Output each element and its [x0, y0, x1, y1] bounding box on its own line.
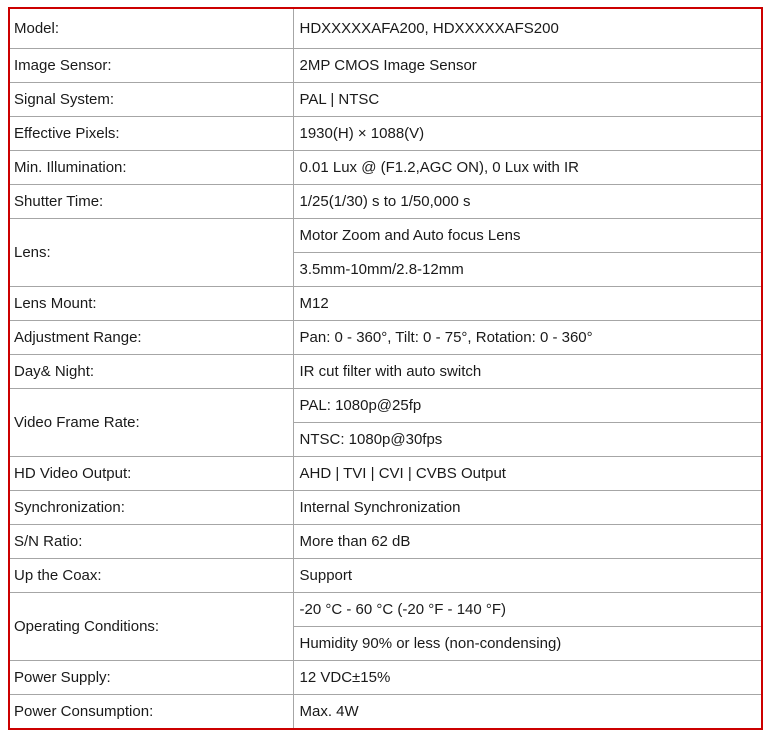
spec-label-cell: Lens Mount:	[9, 287, 293, 321]
spec-value-cell: Pan: 0 - 360°, Tilt: 0 - 75°, Rotation: 0 - 360°	[293, 321, 762, 355]
spec-row	[9, 593, 762, 627]
spec-table-body	[9, 8, 762, 729]
spec-value-cell: 1/25(1/30) s to 1/50,000 s	[293, 185, 762, 219]
spec-row	[9, 8, 762, 49]
spec-label-cell: Effective Pixels:	[9, 117, 293, 151]
spec-row	[9, 287, 762, 321]
spec-value-cell: Internal Synchronization	[293, 491, 762, 525]
spec-value-cell: IR cut filter with auto switch	[293, 355, 762, 389]
spec-value-cell: Humidity 90% or less (non-condensing)	[293, 627, 762, 661]
spec-label-cell: Signal System:	[9, 83, 293, 117]
spec-row	[9, 389, 762, 423]
spec-row	[9, 525, 762, 559]
spec-value-cell: 12 VDC±15%	[293, 661, 762, 695]
spec-value-cell: AHD | TVI | CVI | CVBS Output	[293, 457, 762, 491]
spec-value-cell: PAL | NTSC	[293, 83, 762, 117]
spec-label-cell: Day& Night:	[9, 355, 293, 389]
spec-value-cell: 2MP CMOS Image Sensor	[293, 49, 762, 83]
spec-row	[9, 151, 762, 185]
spec-value-cell: PAL: 1080p@25fp	[293, 389, 762, 423]
spec-label-cell: Synchronization:	[9, 491, 293, 525]
spec-row	[9, 83, 762, 117]
spec-row	[9, 491, 762, 525]
spec-label-cell: Lens:	[9, 219, 293, 287]
spec-value-cell: NTSC: 1080p@30fps	[293, 423, 762, 457]
spec-label-cell: Shutter Time:	[9, 185, 293, 219]
spec-value-cell: -20 °C - 60 °C (-20 °F - 140 °F)	[293, 593, 762, 627]
spec-label-cell: Adjustment Range:	[9, 321, 293, 355]
spec-value-cell: Motor Zoom and Auto focus Lens	[293, 219, 762, 253]
spec-value-cell: Max. 4W	[293, 695, 762, 730]
spec-label-cell: Up the Coax:	[9, 559, 293, 593]
spec-row	[9, 695, 762, 730]
spec-row	[9, 321, 762, 355]
spec-row	[9, 559, 762, 593]
spec-row	[9, 117, 762, 151]
spec-value-cell: Support	[293, 559, 762, 593]
spec-value-cell: HDXXXXXAFA200, HDXXXXXAFS200	[293, 8, 762, 49]
spec-label-cell: Min. Illumination:	[9, 151, 293, 185]
spec-row	[9, 185, 762, 219]
spec-row	[9, 355, 762, 389]
spec-label-cell: S/N Ratio:	[9, 525, 293, 559]
spec-value-cell: 1930(H) × 1088(V)	[293, 117, 762, 151]
spec-value-cell: M12	[293, 287, 762, 321]
spec-row	[9, 49, 762, 83]
spec-label-cell: Model:	[9, 8, 293, 49]
spec-row	[9, 457, 762, 491]
spec-value-cell: More than 62 dB	[293, 525, 762, 559]
spec-value-cell: 0.01 Lux @ (F1.2,AGC ON), 0 Lux with IR	[293, 151, 762, 185]
spec-row	[9, 661, 762, 695]
spec-label-cell: HD Video Output:	[9, 457, 293, 491]
spec-label-cell: Power Consumption:	[9, 695, 293, 730]
spec-label-cell: Operating Conditions:	[9, 593, 293, 661]
spec-label-cell: Video Frame Rate:	[9, 389, 293, 457]
spec-label-cell: Image Sensor:	[9, 49, 293, 83]
spec-table	[8, 7, 763, 730]
spec-label-cell: Power Supply:	[9, 661, 293, 695]
spec-row	[9, 219, 762, 253]
spec-value-cell: 3.5mm-10mm/2.8-12mm	[293, 253, 762, 287]
